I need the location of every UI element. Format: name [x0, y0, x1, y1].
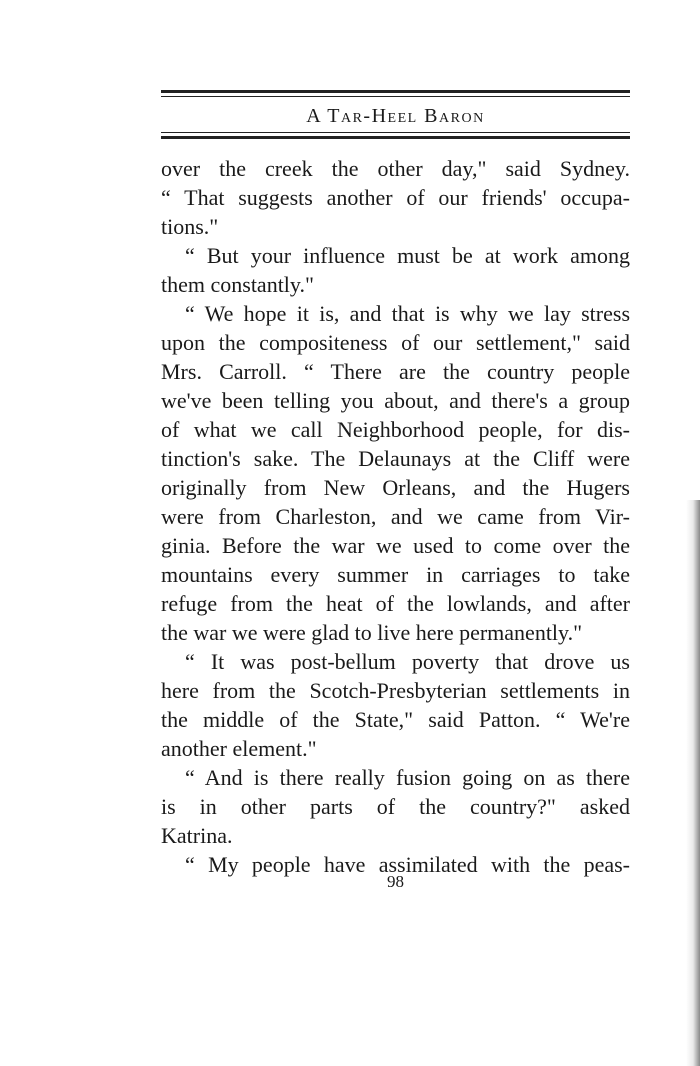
text-line: upon the compositeness of our settlement," said [161, 330, 630, 355]
text-line: of what we call Neighborhood people, for dis- [161, 417, 630, 442]
text-line: the war we were glad to live here permanently." [161, 620, 583, 645]
text-line: were from Charleston, and we came from Vir- [161, 504, 630, 529]
text-line: Katrina. [161, 823, 233, 848]
text-line: “ But your influence must be at work among [185, 243, 630, 268]
header-rule-bottom-thick [161, 136, 630, 139]
text-line: we've been telling you about, and there's a group [161, 388, 630, 413]
text-line: ginia. Before the war we used to come over the [161, 533, 630, 558]
body-text [161, 154, 630, 879]
header-rule-top-thin [161, 96, 630, 97]
header-rule-bottom-thin [161, 132, 630, 133]
text-line: over the creek the other day," said Sydney. [161, 156, 630, 181]
text-line: “ And is there really fusion going on as there [185, 765, 630, 790]
text-line: tinction's sake. The Delaunays at the Cliff were [161, 446, 630, 471]
text-line: here from the Scotch-Presbyterian settlements in [161, 678, 630, 703]
text-line: tions." [161, 214, 219, 239]
page-edge-shadow [686, 500, 700, 1066]
text-line: another element." [161, 736, 317, 761]
text-line: mountains every summer in carriages to take [161, 562, 630, 587]
page-number: 98 [387, 872, 404, 891]
header-rule-top-thick [161, 90, 630, 93]
text-line: the middle of the State," said Patton. “ We're [161, 707, 630, 732]
text-line: Mrs. Carroll. “ There are the country people [161, 359, 630, 384]
text-line: is in other parts of the country?" asked [161, 794, 630, 819]
text-line: originally from New Orleans, and the Hugers [161, 475, 630, 500]
text-line: “ It was post-bellum poverty that drove us [185, 649, 630, 674]
text-line: them constantly." [161, 272, 314, 297]
text-line: refuge from the heat of the lowlands, and after [161, 591, 630, 616]
text-line: “ That suggests another of our friends' occupa- [161, 185, 630, 210]
text-line: “ My people have assimilated with the peas- [185, 852, 630, 877]
text-line: “ We hope it is, and that is why we lay stress [185, 301, 630, 326]
running-head: A Tar-Heel Baron [306, 105, 485, 127]
